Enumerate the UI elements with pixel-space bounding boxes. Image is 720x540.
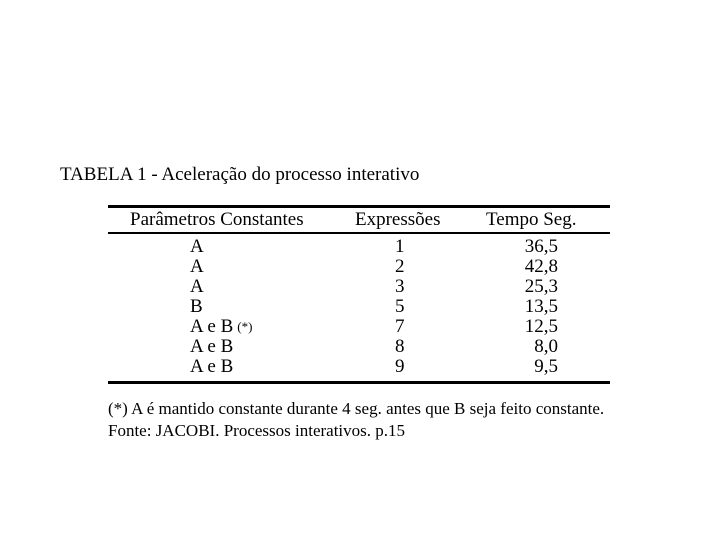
cell-param (190, 257, 204, 277)
cell-param (190, 357, 233, 377)
header-tempo: Tempo Seg. (486, 209, 577, 230)
table-row (108, 357, 610, 377)
table-row (108, 297, 610, 317)
param-text: A e B (190, 316, 234, 337)
cell-expr: 5 (395, 296, 405, 317)
cell-time: 25,3 (524, 276, 558, 297)
footnote-text: (*) A é mantido constante durante 4 seg. antes que B seja feito constante. (108, 399, 605, 418)
param-text: A e B (190, 336, 234, 357)
cell-time: 13,5 (524, 296, 558, 317)
footnote-marker: (*) (237, 319, 253, 334)
cell-expr: 1 (395, 236, 405, 257)
table-row (108, 277, 610, 297)
table-row (108, 257, 610, 277)
cell-param (190, 237, 204, 257)
param-text: A (190, 276, 204, 297)
table-row (108, 317, 610, 337)
table-row (108, 337, 610, 357)
cell-time: 42,8 (524, 256, 558, 277)
param-text: B (190, 296, 203, 317)
cell-expr: 7 (395, 316, 405, 337)
cell-param (190, 297, 203, 317)
source-text: Fonte: JACOBI. Processos interativos. p.15 (108, 421, 406, 440)
table-header-row (108, 208, 610, 232)
data-table (108, 205, 610, 384)
cell-expr: 3 (395, 276, 405, 297)
header-expressoes: Expressões (355, 209, 441, 230)
cell-time: 12,5 (524, 316, 558, 337)
cell-time: 9,5 (534, 356, 558, 377)
table-bottom-rule (108, 381, 610, 384)
param-text: A (190, 236, 204, 257)
cell-param (190, 277, 204, 297)
cell-expr: 8 (395, 336, 405, 357)
cell-param (190, 337, 233, 357)
cell-param (190, 316, 253, 337)
table-notes (108, 398, 604, 442)
cell-expr: 2 (395, 256, 405, 277)
param-text: A (190, 256, 204, 277)
cell-time: 36,5 (524, 236, 558, 257)
table-row (108, 237, 610, 257)
table-caption: TABELA 1 - Aceleração do processo interativo (60, 164, 420, 185)
header-parametros: Parâmetros Constantes (130, 209, 304, 230)
param-text: A e B (190, 356, 234, 377)
table-body (108, 234, 610, 381)
cell-expr: 9 (395, 356, 405, 377)
cell-time: 8,0 (534, 336, 558, 357)
